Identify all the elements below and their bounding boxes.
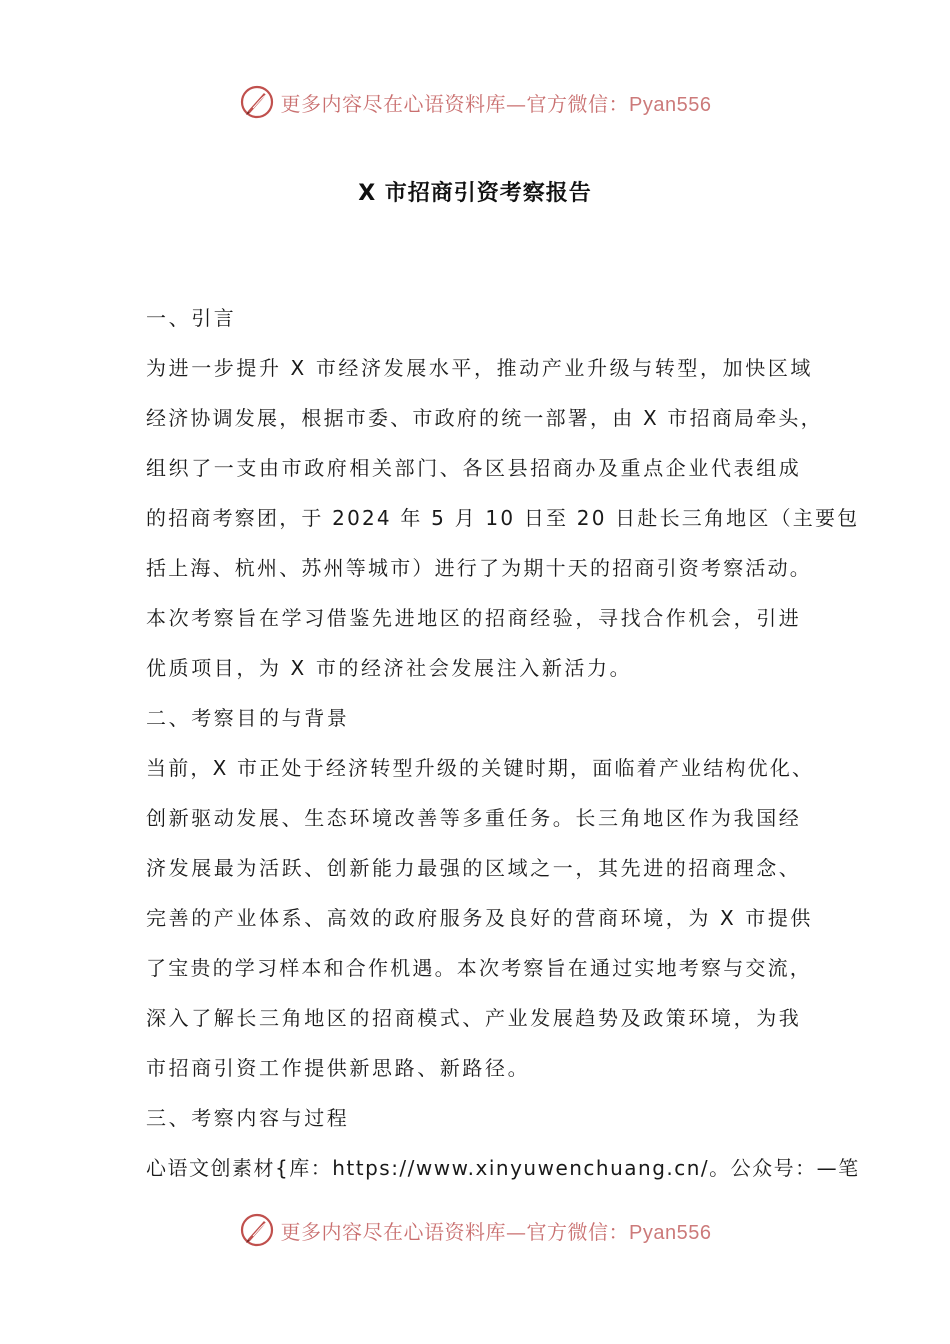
section-heading-process: 三、考察内容与过程 <box>146 1106 350 1130</box>
document-title: X 市招商引资考察报告 <box>358 181 592 206</box>
section-heading-intro: 一、引言 <box>146 306 237 330</box>
watermark-text: 更多内容尽在心语资料库—官方微信：Pyan556 <box>280 91 712 116</box>
paragraph-line: 当前，X 市正处于经济转型升级的关键时期，面临着产业结构优化、 <box>146 756 815 780</box>
paragraph-line: 经济协调发展，根据市委、市政府的统一部署，由 X 市招商局牵头， <box>146 406 823 430</box>
paragraph-line: 的招商考察团，于 2024 年 5 月 10 日至 20 日赴长三角地区（主要包 <box>146 506 860 530</box>
paragraph-line: 创新驱动发展、生态环境改善等多重任务。长三角地区作为我国经 <box>146 806 802 830</box>
paragraph-line: 优质项目，为 X 市的经济社会发展注入新活力。 <box>146 656 633 680</box>
watermark-banner-bottom <box>0 1210 950 1250</box>
paragraph-line: 完善的产业体系、高效的政府服务及良好的营商环境，为 X 市提供 <box>146 906 814 930</box>
document-body <box>146 300 860 1200</box>
paragraph-line: 心语文创素材{库：https://www.xinyuwenchuang.cn/。公众号：—笔 <box>146 1156 860 1180</box>
paragraph-line: 了宝贵的学习样本和合作机遇。本次考察旨在通过实地考察与交流， <box>146 956 812 980</box>
paragraph-line: 市招商引资工作提供新思路、新路径。 <box>146 1056 531 1080</box>
watermark-banner-top <box>0 82 950 122</box>
paragraph-line: 组织了一支由市政府相关部门、各区县招商办及重点企业代表组成 <box>146 456 802 480</box>
paragraph-line: 为进一步提升 X 市经济发展水平，推动产业升级与转型，加快区域 <box>146 356 814 380</box>
quill-pen-logo-icon <box>239 84 275 120</box>
quill-pen-logo-icon <box>239 1212 275 1248</box>
paragraph-line: 济发展最为活跃、创新能力最强的区域之一，其先进的招商理念、 <box>146 856 802 880</box>
paragraph-line: 深入了解长三角地区的招商模式、产业发展趋势及政策环境，为我 <box>146 1006 802 1030</box>
paragraph-line: 本次考察旨在学习借鉴先进地区的招商经验，寻找合作机会，引进 <box>146 606 802 630</box>
section-heading-purpose: 二、考察目的与背景 <box>146 706 350 730</box>
watermark-text: 更多内容尽在心语资料库—官方微信：Pyan556 <box>280 1219 712 1244</box>
paragraph-line: 括上海、杭州、苏州等城市）进行了为期十天的招商引资考察活动。 <box>146 556 812 580</box>
